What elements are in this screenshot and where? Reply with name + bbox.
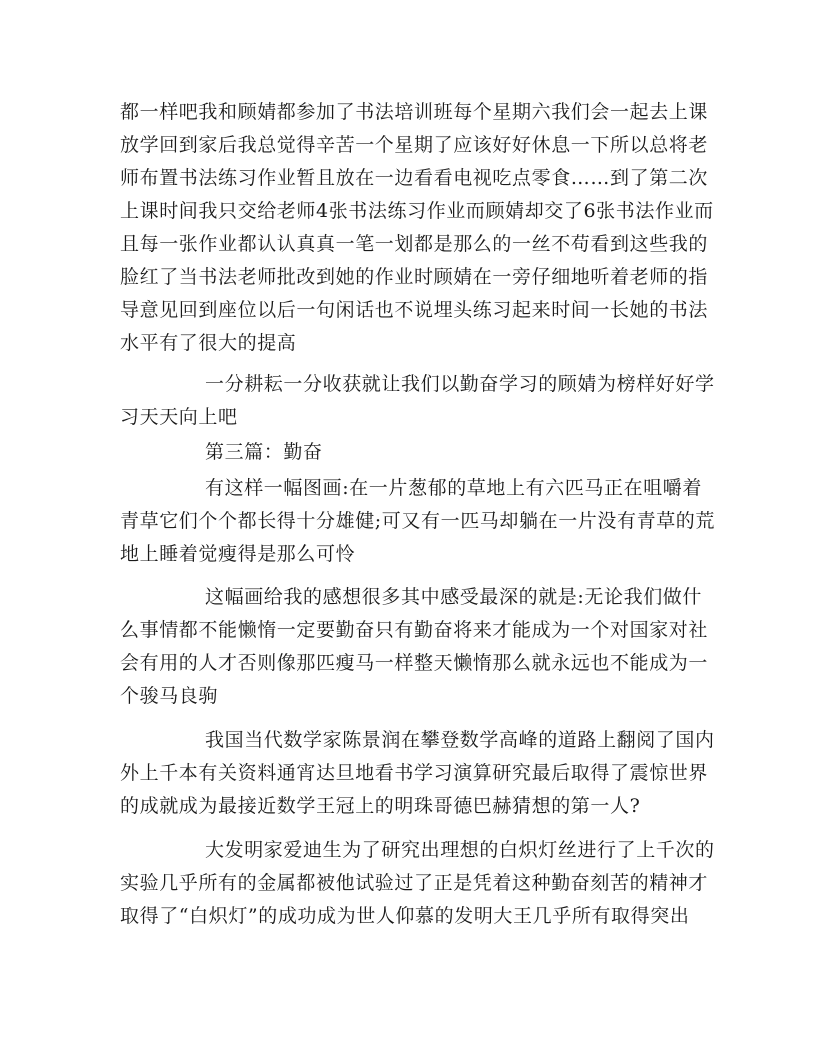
text-line: 实验几乎所有的金属都被他试验过了正是凭着这种勤奋刻苦的精神才 <box>120 872 709 894</box>
text-line: 么事情都不能懒惰一定要勤奋只有勤奋将来才能成为一个对国家对社 <box>120 619 709 641</box>
text-line: 导意见回到座位以后一句闲话也不说埋头练习起来时间一长她的书法 <box>120 299 709 321</box>
paragraph-first-line: 这幅画给我的感想很多其中感受最深的就是:无论我们做什 <box>205 586 703 608</box>
paragraph-first-line: 大发明家爱迪生为了研究出理想的白炽灯丝进行了上千次的 <box>205 839 715 861</box>
text-line: 青草它们个个都长得十分雄健;可又有一匹马却躺在一片没有青草的荒 <box>120 510 716 532</box>
text-line: 水平有了很大的提高 <box>120 332 297 354</box>
text-line: 会有用的人才否则像那匹瘦马一样整天懒惰那么就永远也不能成为一 <box>120 652 709 674</box>
paragraph-first-line: 一分耕耘一分收获就让我们以勤奋学习的顾婧为榜样好好学 <box>205 373 715 395</box>
text-line: 个骏马良驹 <box>120 685 219 707</box>
text-line: 师布置书法练习作业暂且放在一边看看电视吃点零食……到了第二次 <box>120 167 709 189</box>
text-line: 地上睡着觉瘦得是那么可怜 <box>120 543 356 565</box>
paragraph-first-line: 有这样一幅图画:在一片葱郁的草地上有六匹马正在咀嚼着 <box>205 477 703 499</box>
text-line: 上课时间我只交给老师4张书法练习作业而顾婧却交了6张书法作业而 <box>120 200 714 222</box>
text-line: 习天天向上吧 <box>120 406 238 428</box>
text-line: 的成就成为最接近数学王冠上的明珠哥德巴赫猜想的第一人? <box>120 795 641 817</box>
text-line: 脸红了当书法老师批改到她的作业时顾婧在一旁仔细地听着老师的指 <box>120 266 709 288</box>
paragraph-first-line: 我国当代数学家陈景润在攀登数学高峰的道路上翻阅了国内 <box>205 729 715 751</box>
text-line: 放学回到家后我总觉得辛苦一个星期了应该好好休息一下所以总将老 <box>120 134 709 156</box>
text-line: 且每一张作业都认认真真一笔一划都是那么的一丝不苟看到这些我的 <box>120 233 709 255</box>
text-line: 取得了“白炽灯”的成功成为世人仰慕的发明大王几乎所有取得突出 <box>120 905 690 927</box>
section-heading: 第三篇：勤奋 <box>205 441 323 463</box>
text-line: 都一样吧我和顾婧都参加了书法培训班每个星期六我们会一起去上课 <box>120 101 709 123</box>
text-line: 外上千本有关资料通宵达旦地看书学习演算研究最后取得了震惊世界 <box>120 762 709 784</box>
